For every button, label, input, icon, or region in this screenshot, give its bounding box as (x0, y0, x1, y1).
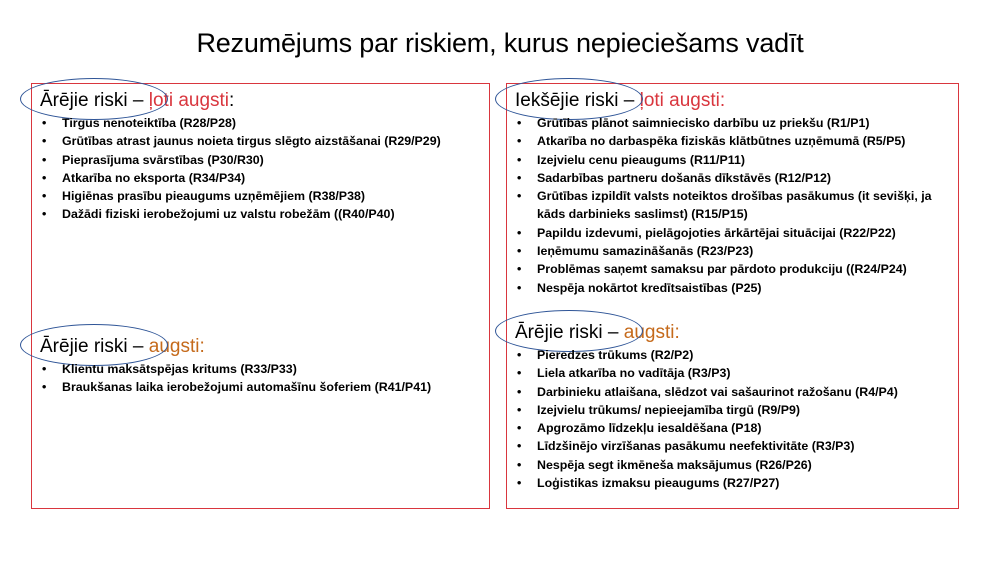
risk-list (507, 114, 958, 297)
right-risk-panel (506, 83, 959, 509)
risk-list (32, 114, 489, 224)
section-heading (32, 88, 489, 114)
heading-level: ļoti augsti (148, 90, 230, 111)
list-item: • Tirgus nenoteiktība (R28/P28) (62, 114, 481, 132)
list-item: • Līdzšinējo virzīšanas pasākumu neefektivitāte (R3/P3) (537, 437, 950, 455)
heading-prefix: Iekšējie riski – (515, 90, 635, 111)
slide-title: Rezumējums par riskiem, kurus nepieciešams vadīt (196, 28, 804, 58)
heading-prefix: Ārējie riski – (515, 322, 619, 343)
list-item: • Ieņēmumu samazināšanās (R23/P23) (537, 242, 950, 260)
list-item: • Klientu maksātspējas kritums (R33/P33) (62, 360, 481, 378)
list-item: • Atkarība no darbaspēka fiziskās klātbūtnes uzņēmumā (R5/P5) (537, 132, 950, 150)
heading-level: ļoti augsti: (639, 90, 726, 111)
list-item: • Izejvielu trūkums/ nepieejamība tirgū (R9/P9) (537, 401, 950, 419)
risk-list (507, 346, 958, 492)
list-item: • Grūtības izpildīt valsts noteiktos drošības pasākumus (it sevišķi, ja kāds darbinieks saslimst) (R15/P15) (537, 187, 950, 224)
heading-level: augsti: (623, 322, 680, 343)
left-risk-panel (31, 83, 490, 509)
list-item: • Problēmas saņemt samaksu par pārdoto produkciju ((R24/P24) (537, 260, 950, 278)
section-heading (507, 88, 958, 114)
list-item: • Loģistikas izmaksu pieaugums (R27/P27) (537, 474, 950, 492)
list-item: • Grūtības atrast jaunus noieta tirgus slēgto aizstāšanai (R29/P29) (62, 132, 481, 150)
list-item: • Darbinieku atlaišana, slēdzot vai sašaurinot ražošanu (R4/P4) (537, 383, 950, 401)
list-item: • Apgrozāmo līdzekļu iesaldēšana (P18) (537, 419, 950, 437)
list-item: • Pieredzes trūkums (R2/P2) (537, 346, 950, 364)
external-high-section (32, 334, 489, 397)
list-item: • Sadarbības partneru došanās dīkstāvēs (R12/P12) (537, 169, 950, 187)
external-very-high-section (32, 88, 489, 224)
list-item: • Dažādi fiziski ierobežojumi uz valstu robežām ((R40/P40) (62, 205, 481, 223)
list-item: • Nespēja nokārtot kredītsaistības (P25) (537, 279, 950, 297)
list-item: • Papildu izdevumi, pielāgojoties ārkārtējai situācijai (R22/P22) (537, 224, 950, 242)
list-item: • Pieprasījuma svārstības (P30/R30) (62, 151, 481, 169)
heading-prefix: Ārējie riski – (40, 336, 144, 357)
section-heading (507, 320, 958, 346)
list-item: • Grūtības plānot saimniecisko darbību uz priekšu (R1/P1) (537, 114, 950, 132)
heading-prefix: Ārējie riski – (40, 90, 144, 111)
list-item: • Izejvielu cenu pieaugums (R11/P11) (537, 151, 950, 169)
heading-suffix: : (229, 90, 235, 111)
risk-list (32, 360, 489, 397)
section-heading (32, 334, 489, 360)
list-item: • Atkarība no eksporta (R34/P34) (62, 169, 481, 187)
external-high-section-right (507, 320, 958, 492)
list-item: • Higiēnas prasību pieaugums uzņēmējiem (R38/P38) (62, 187, 481, 205)
list-item: • Liela atkarība no vadītāja (R3/P3) (537, 364, 950, 382)
heading-level: augsti: (148, 336, 205, 357)
list-item: • Nespēja segt ikmēneša maksājumus (R26/P26) (537, 456, 950, 474)
list-item: • Braukšanas laika ierobežojumi automašīnu šoferiem (R41/P41) (62, 378, 481, 396)
internal-very-high-section (507, 88, 958, 297)
